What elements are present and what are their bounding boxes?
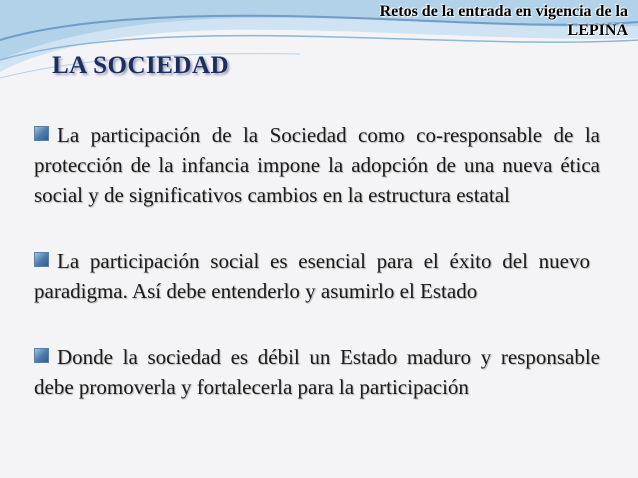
slide-title: LA SOCIEDAD xyxy=(52,52,230,79)
paragraph-3-text: Donde la sociedad es débil un Estado maduro y responsable debe promoverla y fortalecerla para la participación xyxy=(34,345,600,399)
paragraph-1 xyxy=(34,120,600,210)
square-bullet-icon xyxy=(34,252,49,267)
paragraph-2 xyxy=(34,246,590,306)
paragraph-2-text: La participación social es esencial para el éxito del nuevo paradigma. Así debe entenderlo y asumirlo el Estado xyxy=(34,249,590,303)
header-caption xyxy=(268,2,628,40)
square-bullet-icon xyxy=(34,348,49,363)
paragraph-1-text: La participación de la Sociedad como co-responsable de la protección de la infancia impone la adopción de una nueva ética social y de significativos cambios en la estructura estatal xyxy=(34,123,600,207)
square-bullet-icon xyxy=(34,126,49,141)
header-line-1: Retos de la entrada en vigencia de la xyxy=(379,3,628,20)
paragraph-3 xyxy=(34,342,600,402)
header-line-2: LEPINA xyxy=(567,22,628,39)
